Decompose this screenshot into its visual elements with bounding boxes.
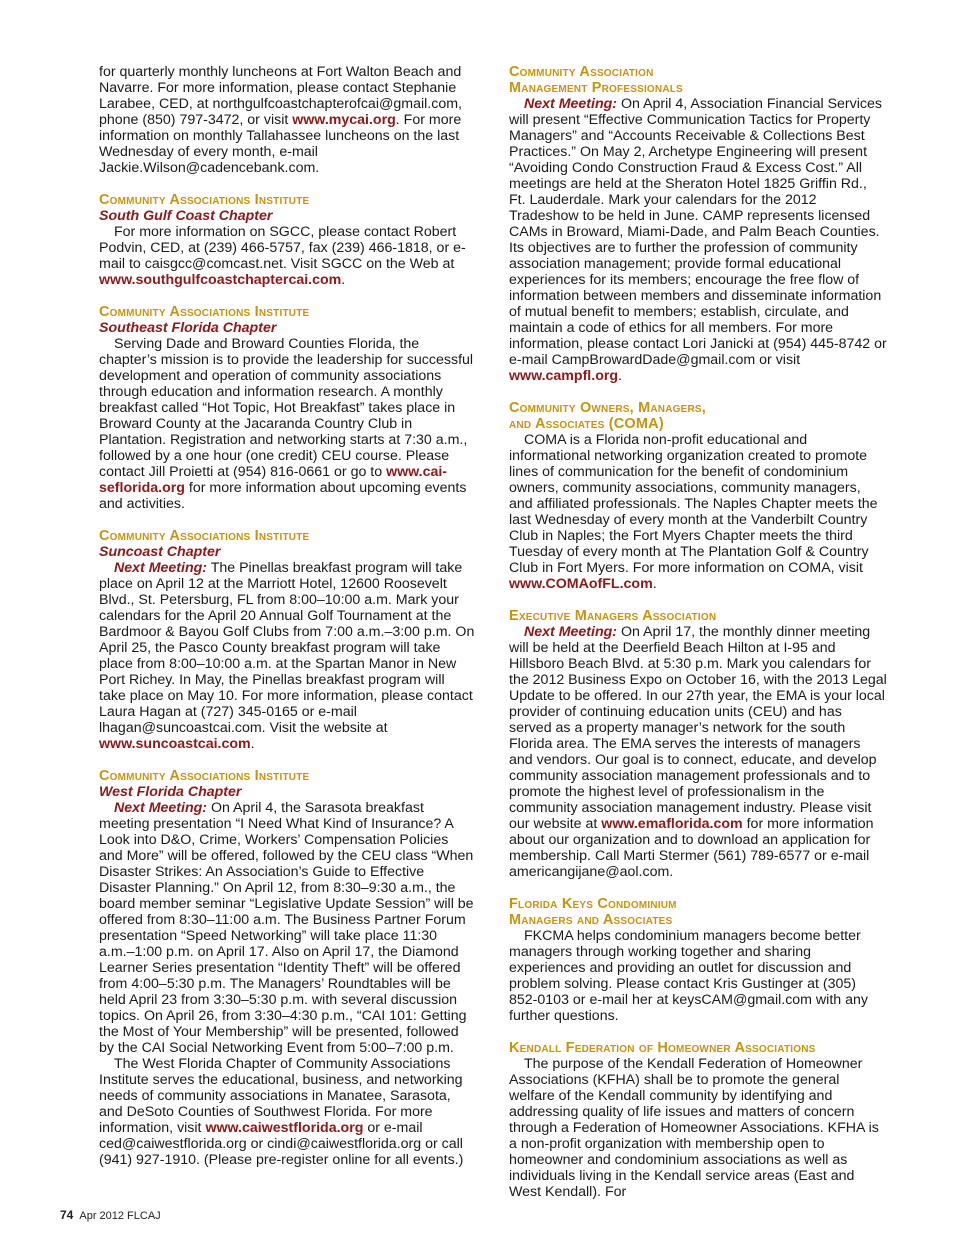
sef-text-2: for more information about upcoming events and activities. [99, 480, 467, 512]
westflorida-heading: Community Associations Institute [99, 768, 310, 784]
camp-link[interactable]: www.campfl.org [509, 368, 619, 384]
camp-text-1: On April 4, Association Financial Services will present “Effective Communication Tactics for Property Managers” and “Accounts Receivable & Collections Best Practices.” On May 2, Archetype Engineering will present “Avoiding Condo Construction Fraud & Excess Cost.” All meetings are held at the Sheraton Hotel 1825 Griffin Rd., Ft. Lauderdale. Mark your calendars for the 2012 Tradeshow to be held in June. CAMP represents licensed CAMs in Broward, Miami-Dade, and Palm Beach Counties. Its objectives are to further the profession of community association management; provide formal educational experiences for its members; encourage the free flow of information between members and disseminate information of mutual benefit to members; establish, circulate, and maintain a code of ethics for all members. For more information, please contact Lori Janicki at (954) 445-8742 or e-mail CampBrowardDade@gmail.com or visit [509, 96, 887, 368]
camp-text-2: . [618, 368, 622, 384]
westflorida-text-2b: or e-mail ced@caiwestflorida.org or cindi@caiwestflorida.org or call (941) 927-1910. (Please pre-register online for all events.) [99, 1120, 464, 1168]
suncoast-next-meeting-label: Next Meeting: [114, 560, 208, 576]
intro-section [99, 64, 475, 176]
ema-section [509, 608, 887, 880]
sgcc-text-2: . [341, 272, 346, 288]
camp-next-meeting-label: Next Meeting: [524, 96, 618, 112]
fkcma-section [509, 896, 887, 1024]
sgcc-paragraph [99, 224, 475, 288]
ema-text-2: for more information about our organization and to download an application for membership. Call Marti Stermer (561) 789-6577 or e-mail americangijane@aol.com. [509, 816, 874, 880]
ema-text-1: On April 17, the monthly dinner meeting will be held at the Deerfield Beach Hilton at I-95 and Hillsboro Beach Blvd. at 5:30 p.m. Mark you calendars for the 2012 Business Expo on October 16, with the 2013 Legal Update to be offered. In our 27th year, the EMA is your local provider of continuing education units (CEU) and has served as a property manager’s network for the south Florida area. The EMA serves the interests of managers and vendors. Our goal is to connect, educate, and develop community association management professionals and to promote the highest level of professionalism in the community association management industry. Please visit our website at [509, 624, 887, 832]
kfha-section [509, 1040, 887, 1200]
coma-link[interactable]: www.COMAofFL.com [509, 576, 653, 592]
page-number: 74 [60, 1208, 74, 1222]
sgcc-section [99, 192, 475, 288]
issue-label: Apr 2012 FLCAJ [79, 1210, 161, 1222]
right-column [509, 64, 887, 1216]
camp-heading-line-2: Management Professionals [509, 80, 683, 96]
coma-text-1: COMA is a Florida non-profit educational and informational networking organization created to promote lines of communication for the benefit of condominium owners, community associations, community managers, and affiliated professionals. The Naples Chapter meets the last Wednesday of every month at the Vanderbilt Country Club in Naples; the Fort Myers Chapter meets the third Tuesday of every month at The Plantation Golf & Country Club in Fort Myers. For more information on COMA, visit [509, 432, 878, 576]
westflorida-paragraph-1 [99, 800, 475, 1056]
coma-heading-line-2: and Associates (COMA) [509, 416, 664, 432]
sef-text-1: Serving Dade and Broward Counties Florida, the chapter’s mission is to provide the leadership for successful development and operation of community associations through education and information research. A monthly breakfast called “Hot Topic, Hot Breakfast” takes place in Broward County at the Jacaranda Country Club in Plantation. Registration and networking starts at 7:30 a.m., followed by a one hour (one credit) CEU course. Please contact Jill Proietti at (954) 816-0661 or go to [99, 336, 474, 480]
fkcma-heading-line-2: Managers and Associates [509, 912, 673, 928]
fkcma-paragraph: FKCMA helps condominium managers become better managers through working together and sharing experiences and providing an outlet for discussion and problem solving. Please contact Kris Gustinger at (305) 852-0103 or e-mail her at keysCAM@gmail.com with any further questions. [509, 928, 868, 1024]
westflorida-next-meeting-label: Next Meeting: [114, 800, 208, 816]
intro-text-1: for quarterly monthly luncheons at Fort Walton Beach and Navarre. For more information, please contact Stephanie Larabee, CED, at northgulfcoastchapterofcai@gmail.com, phone (850) 797-3472, or visit [99, 64, 462, 128]
ema-paragraph [509, 624, 887, 880]
suncoast-text-2: . [250, 736, 255, 752]
ema-link[interactable]: www.emaflorida.com [601, 816, 743, 832]
westflorida-text-1: On April 4, the Sarasota breakfast meeting presentation “I Need What Kind of Insurance? A Look into D&O, Crime, Workers’ Compensation Policies and More” will be offered, followed by the CEU class “When Disaster Strikes: An Association’s Guide to Effective Disaster Planning.” On April 12, from 8:30–9:30 a.m., the board member seminar “Legislative Update Session” will be offered from 8:30–11:00 a.m. The Business Partner Forum presentation “Speed Networking” will take place 11:30 a.m.–1:00 p.m. on April 17. Also on April 17, the Diamond Learner Series presentation “Identity Theft” will be offered from 4:00–5:30 p.m. The Managers’ Roundtables will be held April 23 from 3:30–5:30 p.m. with several discussion topics. On April 26, from 3:30–4:30 p.m., “CAI 101: Getting the Most of Your Membership” will be presented, followed by the CAI Social Networking Event from 5:00–7:00 p.m. [99, 800, 474, 1056]
camp-paragraph [509, 96, 887, 384]
coma-paragraph [509, 432, 887, 592]
left-column [99, 64, 475, 1184]
coma-heading-line-1: Community Owners, Managers, [509, 400, 707, 416]
ema-next-meeting-label: Next Meeting: [524, 624, 618, 640]
westflorida-section [99, 768, 475, 1168]
sgcc-link[interactable]: www.southgulfcoastchaptercai.com [99, 272, 342, 288]
page-footer [60, 1208, 161, 1222]
sgcc-subheading: South Gulf Coast Chapter [99, 208, 273, 224]
coma-text-2: . [652, 576, 657, 592]
suncoast-subheading: Suncoast Chapter [99, 544, 221, 560]
sgcc-heading: Community Associations Institute [99, 192, 310, 208]
sef-subheading: Southeast Florida Chapter [99, 320, 277, 336]
suncoast-text-1: The Pinellas breakfast program will take place on April 12 at the Marriott Hotel, 12600 Roosevelt Blvd., St. Petersburg, FL from 8:00–10:00 a.m. Mark your calendars for the April 20 Annual Golf Tournament at the Bardmoor & Bayou Golf Clubs from 7:00 a.m.–3:00 p.m. On April 25, the Pasco County breakfast program will take place from 8:00–10:00 a.m. at the Spartan Manor in New Port Richey. In May, the Pinellas breakfast program will take place on May 10. For more information, please contact Laura Hagan at (727) 345-0165 or e-mail lhagan@suncoastcai.com. Visit the website at [99, 560, 475, 736]
sgcc-text-1: For more information on SGCC, please contact Robert Podvin, CED, at (239) 466-5757, fax (239) 466-1818, or e-mail to caisgcc@comcast.net. Visit SGCC on the Web at [99, 224, 466, 272]
westflorida-paragraph-2 [99, 1056, 475, 1168]
coma-section [509, 400, 887, 592]
kfha-heading: Kendall Federation of Homeowner Associations [509, 1040, 816, 1056]
suncoast-heading: Community Associations Institute [99, 528, 310, 544]
camp-heading-line-1: Community Association [509, 64, 654, 80]
suncoast-link[interactable]: www.suncoastcai.com [99, 736, 251, 752]
sef-paragraph [99, 336, 475, 512]
mycai-link[interactable]: www.mycai.org [292, 112, 396, 128]
westflorida-link[interactable]: www.caiwestflorida.org [205, 1120, 364, 1136]
intro-paragraph [99, 64, 475, 176]
fkcma-heading-line-1: Florida Keys Condominium [509, 896, 677, 912]
suncoast-paragraph [99, 560, 475, 752]
intro-text-2: . For more information on monthly Tallahassee luncheons on the last Wednesday of every month, e-mail Jackie.Wilson@cadencebank.com. [99, 112, 462, 176]
westflorida-text-2a: The West Florida Chapter of Community Associations Institute serves the educational, business, and networking needs of community associations in Manatee, Sarasota, and DeSoto Counties of Southwest Florida. For more information, visit [99, 1056, 463, 1136]
sef-section [99, 304, 475, 512]
sef-link[interactable]: www.cai-seflorida.org [99, 464, 448, 496]
camp-section [509, 64, 887, 384]
kfha-paragraph: The purpose of the Kendall Federation of Homeowner Associations (KFHA) shall be to promote the general welfare of the Kendall community by identifying and addressing quality of life issues and matters of concern through a Federation of Homeowner Associations. KFHA is a non-profit organization with membership open to homeowner and condominium associations as well as individuals living in the Kendall service areas (East and West Kendall). For [509, 1056, 879, 1200]
sef-heading: Community Associations Institute [99, 304, 310, 320]
suncoast-section [99, 528, 475, 752]
westflorida-subheading: West Florida Chapter [99, 784, 242, 800]
ema-heading: Executive Managers Association [509, 608, 717, 624]
